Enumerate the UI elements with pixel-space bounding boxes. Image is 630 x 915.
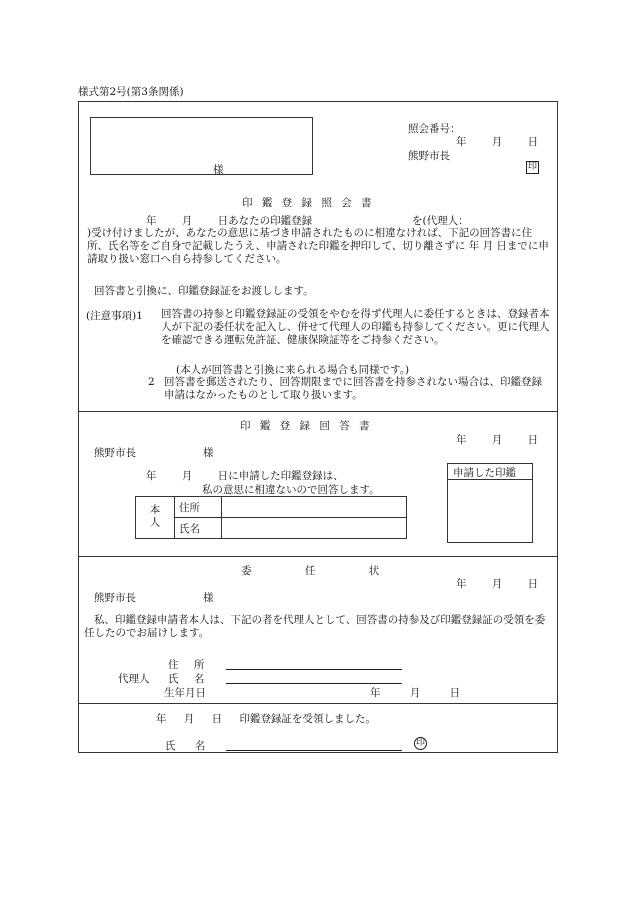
addressee-sama: 様 — [213, 164, 224, 176]
issue-date: 年 月 日 — [456, 136, 539, 148]
reply-line1: 年 月 日に申請した印鑑登録は、 — [146, 470, 344, 482]
proxy-body: 私、印鑑登録申請者本人は、下記の者を代理人として、回答書の持参及び印鑑登録証の受領を委任したのでお届けします。 — [84, 614, 546, 639]
section-divider-3 — [78, 703, 558, 704]
agent-name-field[interactable] — [226, 683, 402, 684]
note-1-sub: (本人が回答書と引換に来られる場合も同様です。) — [176, 364, 410, 376]
receipt-name-label: 氏 名 — [165, 740, 206, 752]
proxy-sama: 様 — [203, 592, 214, 604]
reply-sama: 様 — [203, 447, 214, 459]
registered-stamp-label: 申請した印鑑 — [453, 467, 516, 479]
applicant-label: 本人 — [148, 503, 161, 529]
agent-address-field[interactable] — [226, 669, 402, 670]
reply-title: 印 鑑 登 録 回 答 書 — [240, 420, 371, 432]
agent-birth-label: 生年月日 — [164, 687, 206, 699]
agent-birth-date: 年 月 日 — [370, 687, 461, 699]
addressee-box — [90, 117, 313, 175]
applicant-name-field[interactable] — [222, 518, 407, 539]
inquiry-line1-right: を(代理人： — [412, 215, 469, 227]
mayor-name: 熊野市長 — [408, 150, 450, 162]
form-label: 様式第2号(第3条関係) — [78, 86, 184, 98]
official-seal: 印 — [527, 162, 537, 172]
section-divider-2 — [78, 556, 558, 557]
note-2-number: 2 — [148, 376, 155, 388]
applicant-table — [135, 496, 407, 539]
name-label: 氏名 — [175, 518, 222, 539]
address-label: 住所 — [175, 497, 222, 518]
receipt-seal: 印 — [415, 738, 425, 748]
note-2: 回答書を郵送されたり、回答期限までに回答書を持参されない場合は、印鑑登録申請はなかったものとして取り扱います。 — [164, 376, 542, 401]
inquiry-body: )受け付けましたが、あなたの意思に基づき申請されたものに相違なければ、下記の回答書に住所、氏名等をご自身で記載したうえ、申請された印鑑を押印して、切り離さずに 年 月 日までに申請取り扱い窓口へ自ら持参してください。 — [87, 227, 549, 265]
reply-line2: 私の意思に相違ないので回答します。 — [202, 484, 380, 496]
section-divider-1 — [78, 411, 558, 412]
reply-date: 年 月 日 — [456, 434, 539, 446]
agent-address-label: 住 所 — [168, 659, 205, 671]
receipt-line: 年 月 日 印鑑登録証を受領しました。 — [156, 713, 377, 725]
inquiry-line1-left: 年 月 日あなたの印鑑登録 — [146, 215, 313, 227]
exchange-note: 回答書と引換に、印鑑登録証をお渡しします。 — [94, 285, 314, 297]
receipt-name-field[interactable] — [226, 750, 402, 751]
reference-number-label: 照会番号： — [408, 123, 461, 135]
notes-label: (注意事項)1 — [86, 310, 143, 322]
proxy-title: 委 任 状 — [241, 565, 380, 577]
applicant-address-field[interactable] — [222, 497, 407, 518]
agent-name-label: 氏 名 — [168, 673, 205, 685]
inquiry-title: 印 鑑 登 録 照 会 書 — [242, 197, 373, 209]
proxy-date: 年 月 日 — [456, 578, 539, 590]
note-1: 回答書の持参と印鑑登録証の受領をやむを得ず代理人に委任するときは、登録者本人が下記の委任状を記入し、併せて代理人の印鑑も持参してください。更に代理人を確認できる運転免許証、健康保険証等をご持参ください。 — [161, 308, 550, 346]
applicant-cell — [136, 497, 175, 539]
proxy-mayor: 熊野市長 — [94, 592, 136, 604]
reply-mayor: 熊野市長 — [94, 447, 136, 459]
agent-label: 代理人 — [118, 673, 150, 685]
